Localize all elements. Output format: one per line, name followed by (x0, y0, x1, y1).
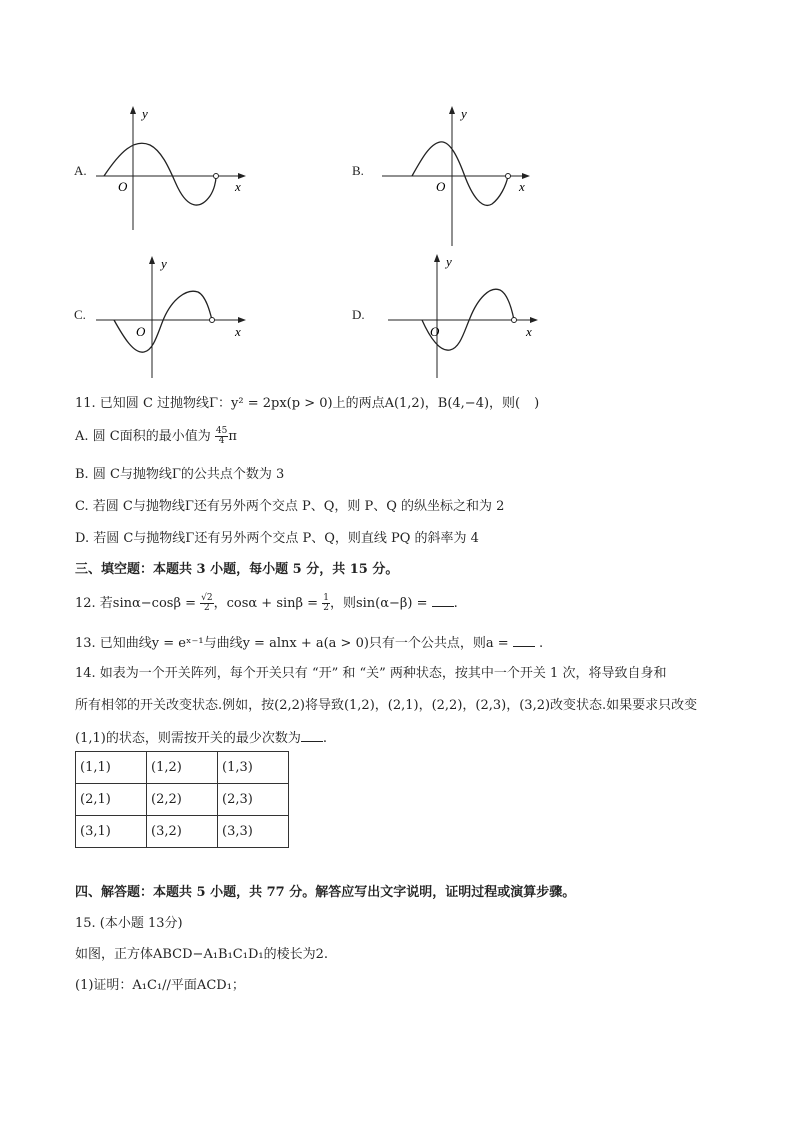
table-cell: (3,1) (76, 816, 147, 848)
q11-option-b: B. 圆 C与抛物线Γ的公共点个数为 3 (75, 467, 285, 482)
fraction (322, 594, 330, 613)
period: . (322, 731, 327, 746)
graph-b (378, 100, 538, 250)
fraction-denominator: 2 (323, 603, 329, 613)
table-cell: (2,1) (76, 784, 147, 816)
answer-blank[interactable] (513, 634, 535, 647)
table-cell: (1,1) (76, 752, 147, 784)
y-axis-label: y (142, 106, 148, 121)
x-axis-label: x (526, 324, 532, 339)
period: . (539, 636, 544, 651)
origin-label: O (118, 179, 128, 194)
q11-option-d: D. 若圆 C与抛物线Γ还有另外两个交点 P、Q，则直线 PQ 的斜率为 4 (75, 531, 479, 546)
y-axis-label: y (446, 254, 452, 269)
table-cell: (3,3) (218, 816, 289, 848)
pi-symbol: π (228, 429, 237, 444)
q14-line-3-text: (1,1)的状态，则需按开关的最少次数为 (75, 731, 301, 746)
x-axis-label: x (519, 179, 525, 194)
q11-stem-text: 11. 已知圆 C 过抛物线Γ：y² = 2px(p > 0)上的两点A(1,2)，B(4,−4)，则( (75, 396, 521, 411)
table-row (76, 816, 289, 848)
q11-option-c: C. 若圆 C与抛物线Γ还有另外两个交点 P、Q，则 P、Q 的纵坐标之和为 2 (75, 499, 505, 514)
origin-label: O (436, 179, 446, 194)
q15-heading: 15. (本小题 13分) (75, 916, 183, 931)
answer-blank[interactable] (432, 594, 454, 607)
q15-body: 如图，正方体ABCD−A₁B₁C₁D₁的棱长为2. (75, 947, 329, 962)
table-row (76, 784, 289, 816)
graph-d (378, 248, 543, 380)
fraction-numerator: 45 (215, 426, 228, 436)
origin-label: O (430, 324, 440, 339)
fraction-denominator: 2 (204, 603, 210, 613)
table-cell: (2,3) (218, 784, 289, 816)
q14-line-3 (75, 729, 327, 748)
table-row (76, 752, 289, 784)
section-heading-fill-in: 三、填空题：本题共 3 小题，每小题 5 分，共 15 分。 (75, 562, 399, 577)
q11-option-a-text: A. 圆 C面积的最小值为 (75, 429, 211, 444)
switch-array-table (75, 751, 289, 848)
x-axis-label: x (235, 179, 241, 194)
fraction-numerator: √2 (201, 593, 213, 603)
option-c-label: C. (74, 307, 86, 322)
option-d-label: D. (352, 307, 365, 322)
table-cell: (1,3) (218, 752, 289, 784)
table-cell: (1,2) (147, 752, 218, 784)
q14-line-2: 所有相邻的开关改变状态.例如，按(2,2)将导致(1,2)，(2,1)，(2,2)，(2,3)，(3,2)改变状态.如果要求只改变 (75, 698, 698, 713)
q14-line-1: 14. 如表为一个开关阵列，每个开关只有 “开” 和 “关” 两种状态，按其中一个开关 1 次，将导致自身和 (75, 666, 667, 681)
q12-text-end: ，则sin(α−β) = (329, 596, 428, 611)
period: . (453, 596, 458, 611)
origin-label: O (136, 324, 146, 339)
answer-blank[interactable] (301, 729, 323, 742)
q12-text-middle: ，cosα + sinβ = (213, 596, 319, 611)
section-heading-solutions: 四、解答题：本题共 5 小题，共 77 分。解答应写出文字说明，证明过程或演算步骤。 (75, 885, 576, 900)
fraction-denominator: 4 (218, 436, 225, 446)
table-cell: (3,2) (147, 816, 218, 848)
q13-text: 13. 已知曲线y = eˣ⁻¹与曲线y = alnx + a(a > 0)只有一个公共点，则a = (75, 636, 509, 651)
graph-a (92, 100, 252, 232)
fraction-numerator: 1 (323, 593, 329, 603)
q12-text-start: 12. 若sinα−cosβ = (75, 596, 196, 611)
fraction (200, 594, 213, 613)
y-axis-label: y (161, 256, 167, 271)
table-cell: (2,2) (147, 784, 218, 816)
q15-part-1: (1)证明：A₁C₁//平面ACD₁； (75, 978, 245, 993)
x-axis-label: x (235, 324, 241, 339)
graph-c (92, 252, 252, 382)
y-axis-label: y (461, 106, 467, 121)
q11-stem (75, 395, 539, 413)
q12 (75, 594, 458, 613)
fraction (215, 427, 228, 446)
q13 (75, 634, 543, 653)
q11-stem-bracket: ) (534, 396, 540, 411)
q11-option-a (75, 427, 237, 446)
option-b-label: B. (352, 163, 364, 178)
option-a-label: A. (74, 163, 87, 178)
